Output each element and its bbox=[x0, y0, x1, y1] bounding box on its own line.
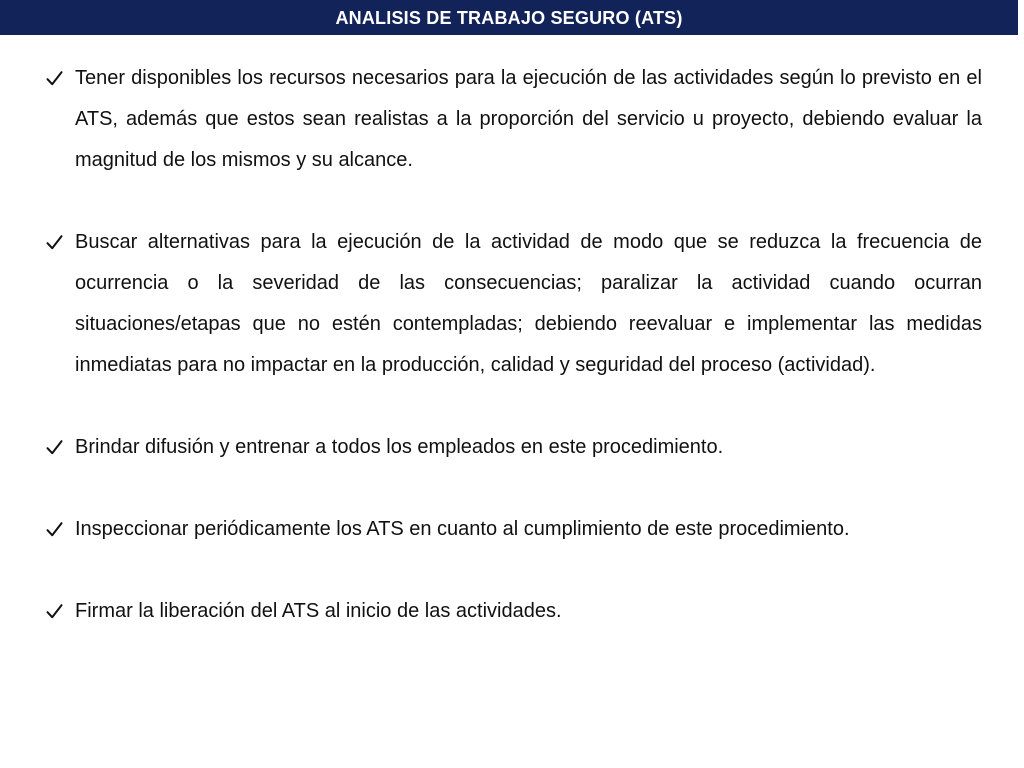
list-item bbox=[46, 222, 982, 386]
list-item bbox=[46, 591, 982, 632]
check-icon bbox=[46, 234, 63, 251]
list-item-text: Firmar la liberación del ATS al inicio de las actividades. bbox=[75, 600, 562, 622]
page-title: ANALISIS DE TRABAJO SEGURO (ATS) bbox=[335, 8, 683, 28]
check-icon bbox=[46, 439, 63, 456]
list-item-text: Tener disponibles los recursos necesarios para la ejecución de las actividades según lo previsto en el ATS, además que estos sean realistas a la proporción del servicio u proyecto, debiendo evaluar la magnitud de los mismos y su alcance. bbox=[75, 67, 982, 171]
list-item bbox=[46, 427, 982, 468]
list-item bbox=[46, 58, 982, 181]
header-bar bbox=[0, 0, 1021, 35]
check-icon bbox=[46, 521, 63, 538]
list-item-text: Buscar alternativas para la ejecución de la actividad de modo que se reduzca la frecuencia de ocurrencia o la severidad de las consecuencias; paralizar la actividad cuando ocurran situaciones/etapas que no estén contempladas; debiendo reevaluar e implementar las medidas inmediatas para no impactar en la producción, calidad y seguridad del proceso (actividad). bbox=[75, 231, 982, 376]
check-icon bbox=[46, 70, 63, 87]
bullet-list bbox=[46, 58, 982, 632]
list-item-text: Brindar difusión y entrenar a todos los empleados en este procedimiento. bbox=[75, 436, 724, 458]
list-item bbox=[46, 509, 982, 550]
list-item-text: Inspeccionar periódicamente los ATS en cuanto al cumplimiento de este procedimiento. bbox=[75, 518, 850, 540]
check-icon bbox=[46, 603, 63, 620]
